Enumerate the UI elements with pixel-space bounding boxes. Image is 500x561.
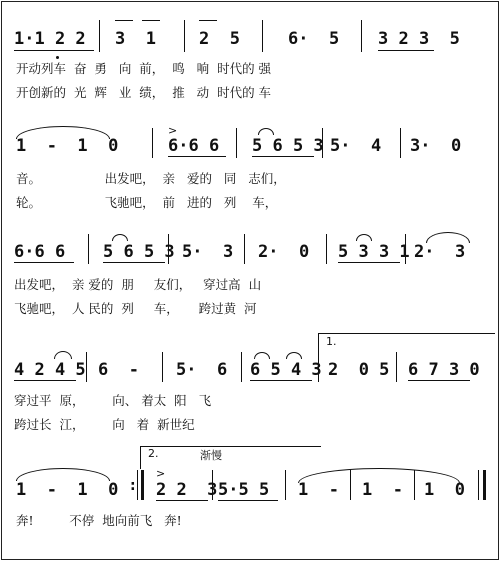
volta-bracket bbox=[318, 333, 495, 356]
beam bbox=[156, 500, 208, 501]
note-group: 5 6 5 3 bbox=[103, 242, 175, 262]
note-group: 6 - bbox=[98, 360, 139, 380]
beam bbox=[250, 380, 312, 381]
barline bbox=[396, 352, 397, 382]
note-group: 6·6 6 bbox=[14, 242, 66, 262]
barline bbox=[241, 352, 242, 382]
tie bbox=[254, 352, 270, 359]
barline bbox=[322, 128, 323, 158]
note-group: 2· 0 bbox=[258, 242, 310, 262]
beam bbox=[408, 380, 470, 381]
barline bbox=[86, 352, 87, 382]
barline bbox=[137, 470, 138, 500]
barline bbox=[361, 20, 362, 52]
volta-label: 2. bbox=[148, 447, 159, 460]
barline bbox=[212, 470, 213, 500]
tie bbox=[112, 234, 128, 241]
beam bbox=[218, 500, 278, 501]
barline bbox=[405, 234, 406, 264]
beam bbox=[168, 156, 226, 157]
barline bbox=[99, 20, 100, 52]
barline bbox=[244, 234, 245, 264]
tie bbox=[258, 128, 274, 135]
note-group: 5 3 3 1 bbox=[338, 242, 410, 262]
lyrics-line: 开动列车 奋 勇 向 前， 鸣 响 时代的 强 bbox=[16, 61, 272, 76]
beam bbox=[14, 262, 74, 263]
barline bbox=[262, 20, 263, 52]
note-group: 5·5 5 bbox=[218, 480, 270, 500]
note-group: 6 5 4 3 bbox=[250, 360, 322, 380]
repeat-sign: : bbox=[130, 478, 136, 494]
note-group: 6 7 3 0 bbox=[408, 360, 480, 380]
note-group: 6· 5 bbox=[288, 29, 340, 49]
note-group: 1 0 bbox=[424, 480, 465, 500]
barline bbox=[478, 470, 479, 500]
note-group: 1 - 1 0 bbox=[16, 480, 119, 500]
beam bbox=[338, 262, 400, 263]
beam bbox=[378, 50, 434, 51]
lyrics-line: 音。 出发吧， 亲 爱的 同 志们， bbox=[16, 171, 286, 186]
beam bbox=[252, 156, 314, 157]
overline bbox=[115, 20, 133, 21]
note-group: 5· 6 bbox=[176, 360, 228, 380]
beam bbox=[103, 262, 165, 263]
barline bbox=[162, 352, 163, 382]
octave-dot bbox=[56, 56, 59, 59]
barline bbox=[414, 470, 415, 500]
beam bbox=[14, 380, 76, 381]
volta-bracket bbox=[140, 446, 321, 469]
note-group: 5 6 5 3 bbox=[252, 136, 324, 156]
note-group: 5· 3 bbox=[182, 242, 234, 262]
overline bbox=[199, 20, 217, 21]
lyrics-line: 穿过平 原， 向、 着太 阳 飞 bbox=[14, 393, 212, 408]
lyrics-line: 跨过长 江， 向 着 新世纪 bbox=[14, 417, 195, 432]
tie bbox=[356, 234, 372, 241]
note-group: 6·6 6 bbox=[168, 136, 220, 156]
note-group: 1 - 1 0 bbox=[16, 136, 119, 156]
note-group: 5· 4 bbox=[330, 136, 382, 156]
barline bbox=[400, 128, 401, 158]
tempo-marking: 渐慢 bbox=[200, 449, 222, 462]
barline bbox=[285, 470, 286, 500]
note-group: 3· 0 bbox=[410, 136, 462, 156]
lyrics-line: 轮。 飞驰吧， 前 进的 列 车， bbox=[16, 195, 278, 210]
note-group: 2 5 bbox=[199, 29, 240, 49]
final-barline bbox=[483, 470, 486, 500]
note-group: 1 - bbox=[362, 480, 403, 500]
barline bbox=[152, 128, 153, 158]
accent-mark: > bbox=[168, 124, 178, 137]
overline bbox=[142, 20, 160, 21]
note-group: 3 2 3 5 bbox=[378, 29, 460, 49]
tie bbox=[286, 352, 302, 359]
lyrics-line: 出发吧， 亲 爱的 朋 友们， 穿过高 山 bbox=[14, 277, 262, 292]
beam bbox=[14, 50, 94, 51]
volta-label: 1. bbox=[326, 335, 337, 348]
lyrics-line: 奔! 不停 地向前飞 奔! bbox=[16, 513, 182, 528]
note-group: 3 1 bbox=[115, 29, 156, 49]
note-group: 1 - bbox=[298, 480, 339, 500]
lyrics-line: 飞驰吧， 人 民的 列 车， 跨过黄 河 bbox=[14, 301, 257, 316]
note-group: 2 0 5 bbox=[328, 360, 390, 380]
note-group: 1·1 2 2 bbox=[14, 29, 86, 49]
barline bbox=[350, 470, 351, 500]
accent-mark: > bbox=[156, 467, 166, 480]
lyrics-line: 开创新的 光 辉 业 绩， 推 动 时代的 车 bbox=[16, 85, 272, 100]
barline bbox=[326, 234, 327, 264]
note-group: 2· 3 bbox=[414, 242, 466, 262]
note-group: 2 2 3 bbox=[156, 480, 218, 500]
barline bbox=[88, 234, 89, 264]
barline bbox=[318, 352, 319, 382]
barline bbox=[184, 20, 185, 52]
barline bbox=[141, 470, 144, 500]
barline bbox=[168, 234, 169, 264]
note-group: 4 2 4 5 bbox=[14, 360, 86, 380]
barline bbox=[236, 128, 237, 158]
